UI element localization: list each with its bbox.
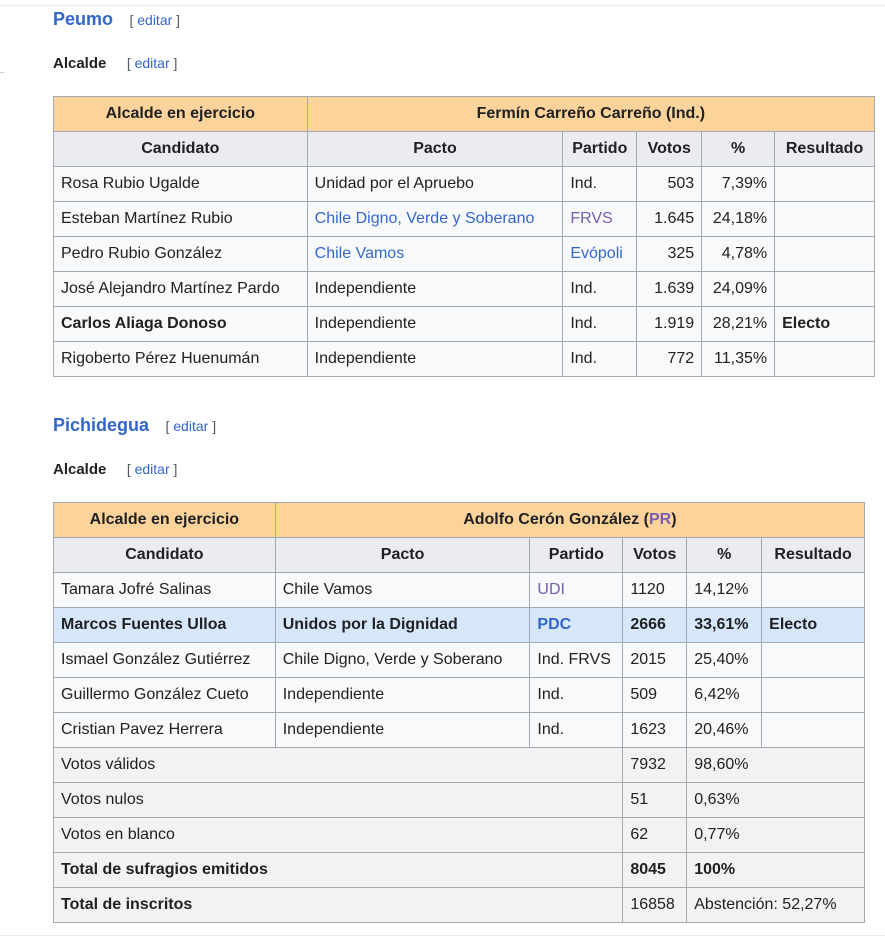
percent-cell: 33,61% [687, 608, 762, 643]
table-row [54, 342, 875, 377]
column-header-candidato: Candidato [54, 132, 308, 167]
pacto-cell [307, 202, 563, 237]
column-header-resultado: Resultado [775, 132, 875, 167]
pichidegua-heading: Pichidegua [53, 415, 150, 435]
summary-percent: 100% [687, 853, 865, 888]
pichidegua-edit-section: [ editar ] [165, 418, 217, 434]
column-header-percent: % [702, 132, 775, 167]
summary-label: Votos válidos [54, 748, 623, 783]
table-row [54, 167, 875, 202]
summary-votos: 7932 [623, 748, 687, 783]
candidate-cell: Tamara Jofré Salinas [54, 573, 276, 608]
pacto-cell: Independiente [307, 272, 563, 307]
candidate-cell: Marcos Fuentes Ulloa [54, 608, 276, 643]
partido-cell [563, 202, 637, 237]
summary-label: Votos nulos [54, 783, 623, 818]
peumo-subheading-row [53, 55, 177, 73]
pichidegua-alcalde-edit-section: [ editar ] [126, 461, 178, 477]
partido-cell [530, 573, 623, 608]
resultado-cell [775, 167, 875, 202]
resultado-cell: Electo [762, 608, 865, 643]
pacto-cell [307, 237, 563, 272]
summary-label: Total de sufragios emitidos [54, 853, 623, 888]
table-row [54, 573, 865, 608]
summary-votos: 8045 [623, 853, 687, 888]
candidate-cell: Cristian Pavez Herrera [54, 713, 276, 748]
votos-cell: 2666 [623, 608, 687, 643]
summary-row [54, 748, 865, 783]
percent-cell: 7,39% [702, 167, 775, 202]
incumbent-name: Adolfo Cerón González ( [463, 511, 649, 528]
summary-label: Total de inscritos [54, 888, 623, 923]
summary-row [54, 818, 865, 853]
pacto-cell: Independiente [307, 307, 563, 342]
votos-cell: 2015 [623, 643, 687, 678]
peumo-alcalde-edit-link[interactable]: editar [134, 55, 170, 71]
partido-cell: Ind. [530, 678, 623, 713]
summary-row [54, 853, 865, 888]
incumbent-name-cell: Adolfo Cerón González (PR) [275, 503, 864, 538]
percent-cell: 25,40% [687, 643, 762, 678]
partido-cell [563, 237, 637, 272]
partido-cell: Ind. [563, 342, 637, 377]
percent-cell: 14,12% [687, 573, 762, 608]
summary-percent: 0,77% [687, 818, 865, 853]
percent-cell: 20,46% [687, 713, 762, 748]
candidate-cell: Esteban Martínez Rubio [54, 202, 308, 237]
percent-cell: 24,18% [702, 202, 775, 237]
pacto-cell: Unidos por la Dignidad [275, 608, 530, 643]
resultado-cell [762, 678, 865, 713]
incumbent-label: Alcalde en ejercicio [54, 503, 276, 538]
candidate-cell: Ismael González Gutiérrez [54, 643, 276, 678]
summary-percent: 98,60% [687, 748, 865, 783]
column-header-votos: Votos [637, 132, 702, 167]
resultado-cell [762, 643, 865, 678]
pacto-link[interactable]: Chile Digno, Verde y Soberano [314, 210, 535, 227]
resultado-cell [775, 237, 875, 272]
votos-cell: 325 [637, 237, 702, 272]
pichidegua-alcalde-heading: Alcalde [53, 461, 107, 478]
partido-link[interactable]: PDC [537, 616, 572, 633]
incumbent-label: Alcalde en ejercicio [54, 97, 308, 132]
resultado-cell: Electo [775, 307, 875, 342]
votos-cell: 1623 [623, 713, 687, 748]
percent-cell: 24,09% [702, 272, 775, 307]
pichidegua-edit-link[interactable]: editar [173, 418, 209, 434]
pacto-cell: Chile Digno, Verde y Soberano [275, 643, 530, 678]
peumo-alcalde-edit-section: [ editar ] [126, 55, 178, 71]
votos-cell: 1.919 [637, 307, 702, 342]
table-header-row [54, 538, 865, 573]
summary-percent: Abstención: 52,27% [687, 888, 865, 923]
partido-link[interactable]: FRVS [570, 210, 613, 227]
votos-cell: 772 [637, 342, 702, 377]
table-row [54, 202, 875, 237]
partido-link[interactable]: UDI [537, 581, 565, 598]
incumbent-name: Fermín Carreño Carreño (Ind.) [307, 97, 874, 132]
incumbent-row [54, 503, 865, 538]
peumo-heading: Peumo [53, 9, 114, 29]
summary-row [54, 888, 865, 923]
resultado-cell [762, 573, 865, 608]
pacto-cell: Independiente [275, 678, 530, 713]
bottom-divider [0, 935, 885, 936]
table-row-winner [54, 608, 865, 643]
incumbent-party-link[interactable]: PR [648, 511, 672, 528]
resultado-cell [775, 342, 875, 377]
summary-votos: 62 [623, 818, 687, 853]
summary-percent: 0,63% [687, 783, 865, 818]
table-row [54, 713, 865, 748]
column-header-partido: Partido [530, 538, 623, 573]
percent-cell: 4,78% [702, 237, 775, 272]
partido-cell: Ind. [563, 307, 637, 342]
column-header-partido: Partido [563, 132, 637, 167]
partido-cell: Ind. FRVS [530, 643, 623, 678]
summary-votos: 51 [623, 783, 687, 818]
incumbent-row [54, 97, 875, 132]
margin-marker [0, 72, 4, 73]
summary-row [54, 783, 865, 818]
column-header-pacto: Pacto [275, 538, 530, 573]
column-header-percent: % [687, 538, 762, 573]
pichidegua-alcalde-edit-link[interactable]: editar [134, 461, 170, 477]
partido-cell: Ind. [563, 167, 637, 202]
column-header-candidato: Candidato [54, 538, 276, 573]
resultado-cell [762, 713, 865, 748]
summary-votos: 16858 [623, 888, 687, 923]
pacto-link[interactable]: Chile Vamos [314, 245, 405, 262]
partido-cell: Ind. [563, 272, 637, 307]
column-header-pacto: Pacto [307, 132, 563, 167]
percent-cell: 6,42% [687, 678, 762, 713]
candidate-cell: Pedro Rubio González [54, 237, 308, 272]
peumo-results-table [53, 96, 875, 377]
votos-cell: 503 [637, 167, 702, 202]
votos-cell: 1.639 [637, 272, 702, 307]
percent-cell: 11,35% [702, 342, 775, 377]
partido-link[interactable]: Evópoli [570, 245, 623, 262]
top-divider [0, 5, 885, 6]
table-row [54, 237, 875, 272]
partido-cell [530, 608, 623, 643]
pichidegua-results-table [53, 502, 865, 923]
table-row [54, 307, 875, 342]
peumo-edit-section: [ editar ] [129, 12, 181, 28]
candidate-cell: Guillermo González Cueto [54, 678, 276, 713]
partido-cell: Ind. [530, 713, 623, 748]
pacto-cell: Independiente [307, 342, 563, 377]
peumo-edit-link[interactable]: editar [137, 12, 173, 28]
candidate-cell: Carlos Aliaga Donoso [54, 307, 308, 342]
resultado-cell [775, 272, 875, 307]
pichidegua-subheading-row [53, 461, 177, 479]
votos-cell: 1.645 [637, 202, 702, 237]
candidate-cell: José Alejandro Martínez Pardo [54, 272, 308, 307]
table-row [54, 678, 865, 713]
table-header-row [54, 132, 875, 167]
candidate-cell: Rosa Rubio Ugalde [54, 167, 308, 202]
peumo-alcalde-heading: Alcalde [53, 55, 107, 72]
peumo-heading-row [53, 9, 180, 30]
resultado-cell [775, 202, 875, 237]
votos-cell: 1120 [623, 573, 687, 608]
pichidegua-heading-row [53, 415, 216, 436]
summary-label: Votos en blanco [54, 818, 623, 853]
table-row [54, 643, 865, 678]
column-header-resultado: Resultado [762, 538, 865, 573]
pacto-cell: Independiente [275, 713, 530, 748]
column-header-votos: Votos [623, 538, 687, 573]
candidate-cell: Rigoberto Pérez Huenumán [54, 342, 308, 377]
pacto-cell: Chile Vamos [275, 573, 530, 608]
votos-cell: 509 [623, 678, 687, 713]
percent-cell: 28,21% [702, 307, 775, 342]
table-row [54, 272, 875, 307]
pacto-cell: Unidad por el Apruebo [307, 167, 563, 202]
